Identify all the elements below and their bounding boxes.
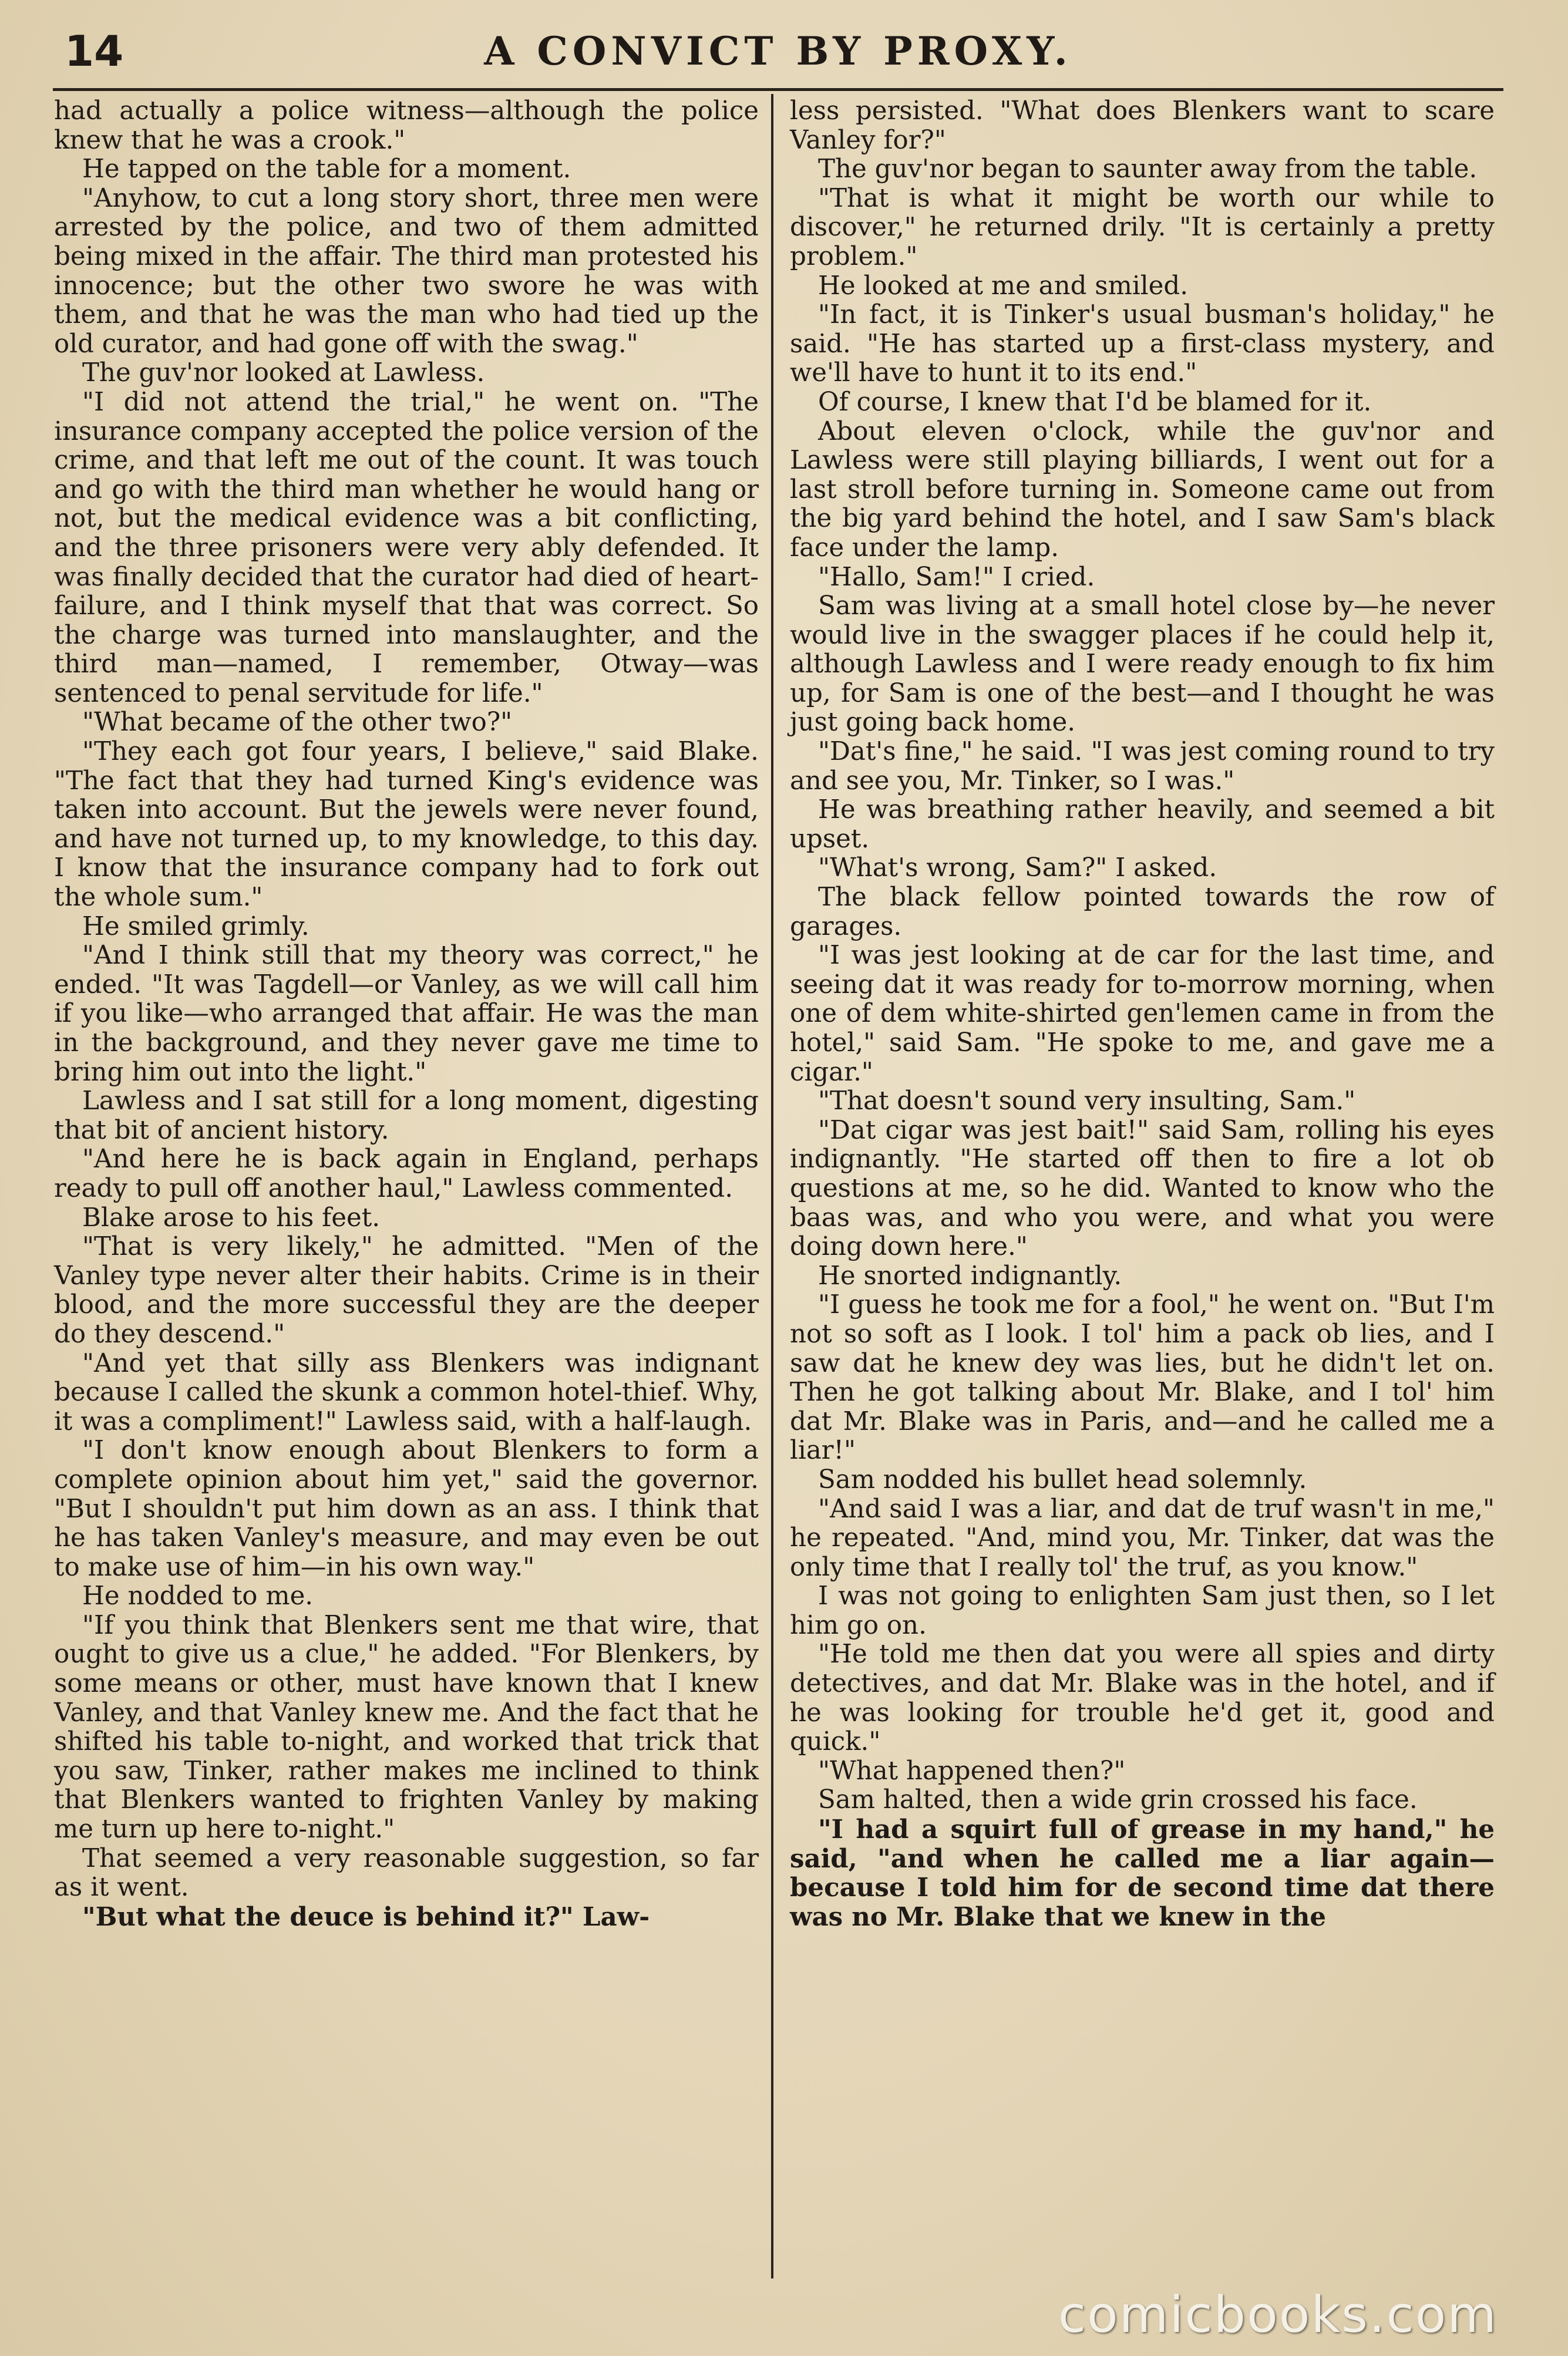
- paragraph: "Hallo, Sam!" I cried.: [818, 562, 1095, 592]
- paragraph: "I had a squirt full of grease in my hand," he said, "and when he called me a liar again—because I told him for de second time dat there was no Mr. Blake that we knew in the: [790, 1815, 1495, 1932]
- paragraph: "I was jest looking at de car for the last time, and seeing dat it was ready for to-morrow morning, when one of dem white-shirted gen'lemen came in from the hotel," said Sam. "He spoke to me, and gave me a cigar.": [790, 941, 1495, 1087]
- paragraph: "What happened then?": [818, 1756, 1126, 1786]
- paragraph: "If you think that Blenkers sent me that wire, that ought to give us a clue," he added. "For Blenkers, by some means or other, must have known that I knew Vanley, and that Vanley knew me. And the fact that he shifted his table to-night, and worked that trick that you saw, Tinker, rather makes me inclined to think that Blenkers wanted to frighten Vanley by making me turn up here to-night.": [54, 1610, 759, 1845]
- paragraph: "What became of the other two?": [82, 708, 513, 738]
- paragraph: "I did not attend the trial," he went on. "The insurance company accepted the police version of the crime, and that left me out of the count. It was touch and go with the third man whether he would hang or not, but the medical evidence was a bit conflicting, and the three prisoners were very ably defended. It was finally decided that the curator had died of heart-failure, and I think myself that that was correct. So the charge was turned into manslaughter, and the third man—named, I remember, Otway—was sentenced to penal servitude for life.": [54, 387, 759, 708]
- paragraph: He was breathing rather heavily, and seemed a bit upset.: [790, 795, 1495, 854]
- paragraph: Blake arose to his feet.: [82, 1203, 381, 1233]
- paragraph: He looked at me and smiled.: [818, 271, 1189, 301]
- page-number: 14: [65, 26, 124, 76]
- right-column: [790, 97, 1495, 1931]
- paragraph: Sam was living at a small hotel close by—he never would live in the swagger places if he could help it, although Lawless and I were ready enough to fix him up, for Sam is one of the best—and I thought he was just going back home.: [790, 591, 1495, 738]
- paragraph: "And yet that silly ass Blenkers was indignant because I called the skunk a common hotel-thief. Why, it was a compliment!" Lawless said, with a half-laugh.: [54, 1348, 759, 1436]
- paragraph: The black fellow pointed towards the row of garages.: [790, 883, 1495, 941]
- column-divider: [771, 94, 773, 2278]
- paragraph: "Anyhow, to cut a long story short, three men were arrested by the police, and two of them admitted being mixed in the affair. The third man protested his innocence; but the other two swore he was with them, and that he was the man who had tied up the old curator, and had gone off with the swag.": [54, 183, 759, 359]
- left-column: [54, 97, 759, 1931]
- paragraph: "And I think still that my theory was correct," he ended. "It was Tagdell—or Vanley, as we will call him if you like—who arranged that affair. He was the man in the background, and they never gave me time to bring him out into the light.": [54, 941, 759, 1087]
- paragraph: "Dat's fine," he said. "I was jest coming round to try and see you, Mr. Tinker, so I was.": [790, 737, 1495, 796]
- page-header: [59, 25, 1498, 78]
- paragraph: About eleven o'clock, while the guv'nor and Lawless were still playing billiards, I went out for a last stroll before turning in. Someone came out from the big yard behind the hotel, and I saw Sam's black face under the lamp.: [790, 416, 1495, 563]
- paragraph: I was not going to enlighten Sam just then, so I let him go on.: [790, 1581, 1495, 1640]
- paragraph: "But what the deuce is behind it?" Law-: [82, 1901, 650, 1932]
- paragraph: "And said I was a liar, and dat de truf wasn't in me," he repeated. "And, mind you, Mr. Tinker, dat was the only time that I really tol' the truf, as you know.": [790, 1494, 1495, 1582]
- paragraph: Sam halted, then a wide grin crossed his face.: [818, 1785, 1418, 1815]
- paragraph: Lawless and I sat still for a long moment, digesting that bit of ancient history.: [54, 1086, 759, 1145]
- paragraph: He tapped on the table for a moment.: [82, 154, 571, 184]
- paragraph: "I don't know enough about Blenkers to form a complete opinion about him yet," said the governor. "But I shouldn't put him down as an ass. I think that he has taken Vanley's measure, and may even be out to make use of him—in his own way.": [54, 1436, 759, 1582]
- paragraph: less persisted. "What does Blenkers want to scare Vanley for?": [790, 96, 1495, 155]
- paragraph: That seemed a very reasonable suggestion, so far as it went.: [54, 1843, 759, 1903]
- header-rule: [53, 88, 1503, 91]
- paragraph: "What's wrong, Sam?" I asked.: [818, 853, 1217, 883]
- paragraph: "They each got four years, I believe," said Blake. "The fact that they had turned King's evidence was taken into account. But the jewels were never found, and have not turned up, to my knowledge, to this day. I know that the insurance company had to fork out the whole sum.": [54, 737, 759, 913]
- paragraph: "That is very likely," he admitted. "Men of the Vanley type never alter their habits. Crime is in their blood, and the more successful they are the deeper do they descend.": [54, 1232, 759, 1349]
- paragraph: "He told me then dat you were all spies and dirty detectives, and dat Mr. Blake was in the hotel, and if he was looking for trouble he'd get it, good and quick.": [790, 1640, 1495, 1757]
- paragraph: He snorted indignantly.: [818, 1261, 1122, 1291]
- paragraph: "In fact, it is Tinker's usual busman's holiday," he said. "He has started up a first-class mystery, and we'll have to hunt it to its end.": [790, 300, 1495, 388]
- paragraph: Sam nodded his bullet head solemnly.: [818, 1465, 1307, 1495]
- paragraph: "That doesn't sound very insulting, Sam.": [818, 1086, 1356, 1116]
- watermark-logo: comicbooks.com: [1058, 2286, 1498, 2344]
- page-title: A CONVICT BY PROXY.: [484, 28, 1072, 74]
- paragraph: "That is what it might be worth our while to discover," he returned drily. "It is certainly a pretty problem.": [790, 183, 1495, 271]
- paragraph: He smiled grimly.: [82, 911, 309, 941]
- paragraph: had actually a police witness—although the police knew that he was a crook.": [54, 96, 759, 155]
- paragraph: Of course, I knew that I'd be blamed for it.: [818, 387, 1372, 417]
- paragraph: He nodded to me.: [82, 1581, 314, 1611]
- paragraph: "I guess he took me for a fool," he went on. "But I'm not so soft as I look. I tol' him a pack ob lies, and I saw dat he knew dey was lies, but he didn't let on. Then he got talking about Mr. Blake, and I tol' him dat Mr. Blake was in Paris, and—and he called me a liar!": [790, 1290, 1495, 1466]
- paragraph: "Dat cigar was jest bait!" said Sam, rolling his eyes indignantly. "He started off then to fire a lot ob questions at me, so he did. Wanted to know who the baas was, and who you were, and what you were doing down here.": [790, 1115, 1495, 1262]
- paragraph: The guv'nor began to saunter away from the table.: [818, 154, 1478, 184]
- paragraph: The guv'nor looked at Lawless.: [82, 358, 485, 388]
- paragraph: "And here he is back again in England, perhaps ready to pull off another haul," Lawless commented.: [54, 1145, 759, 1203]
